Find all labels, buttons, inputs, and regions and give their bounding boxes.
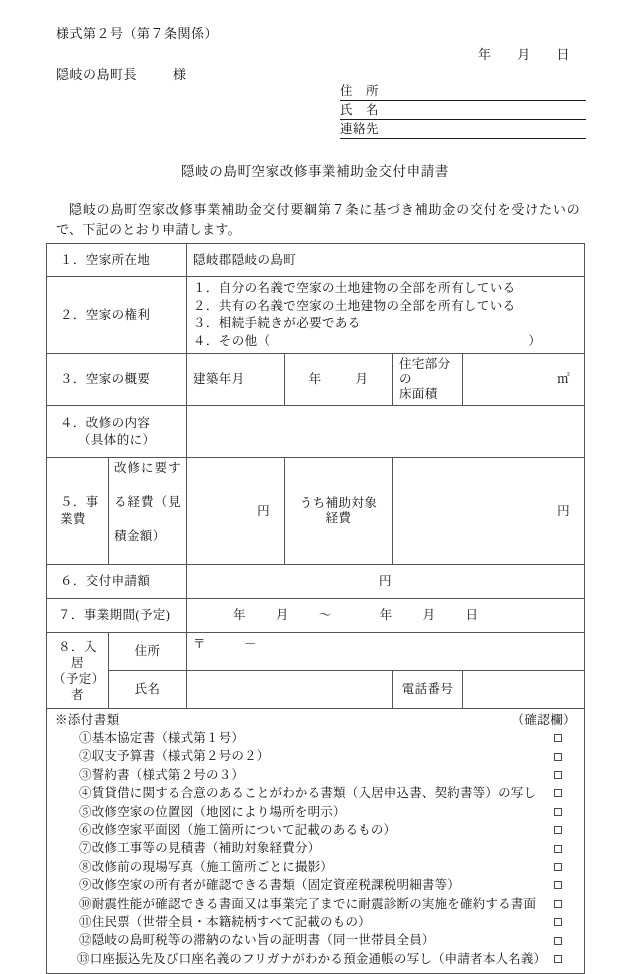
row8-label-line3: 者 bbox=[71, 687, 84, 702]
checkbox-icon[interactable] bbox=[554, 955, 562, 963]
list-item[interactable] bbox=[53, 766, 578, 784]
attachments-list bbox=[53, 729, 578, 968]
subsidy-unit: 円 bbox=[557, 503, 571, 518]
build-month-label: 月 bbox=[355, 372, 369, 386]
attachment-label: ①基本協定書（様式第１号） bbox=[79, 731, 245, 745]
row1-value[interactable]: 隠岐郡隠岐の島町 bbox=[187, 244, 585, 277]
row8-label-line2: （予定） bbox=[53, 671, 105, 686]
list-item[interactable] bbox=[53, 821, 578, 839]
addressee-name: 隠岐の島町長 bbox=[56, 67, 138, 82]
list-item[interactable] bbox=[53, 839, 578, 857]
amount-unit: 円 bbox=[379, 574, 392, 588]
lead-text: 隠岐の島町空家改修事業補助金交付要綱第７条に基づき補助金の交付を受けたいので、下記のとおり申請します。 bbox=[56, 202, 580, 237]
table-row-resident-address bbox=[47, 633, 585, 671]
attachment-label: ⑩耐震性能が確認できる書面又は事業完了までに耐震診断の実施を確約する書面 bbox=[79, 896, 537, 911]
zip-dash: － bbox=[243, 637, 257, 651]
attachment-label: ⑬口座振込先及び口座名義のフリガナがわかる預金通帳の写し（申請者本人名義） bbox=[77, 951, 547, 966]
row3-build-date[interactable] bbox=[285, 354, 393, 406]
row2-options[interactable] bbox=[187, 277, 585, 354]
attachment-label: ⑤改修空家の位置図（地図により場所を明示） bbox=[79, 804, 346, 819]
start-year-label: 年 bbox=[233, 608, 246, 622]
application-table bbox=[46, 243, 585, 974]
attachment-label: ④賃貸借に関する合意のあることがわかる書類（入居申込書、契約書等）の写し bbox=[79, 786, 537, 801]
checkbox-icon[interactable] bbox=[554, 789, 562, 797]
row3-floor-label bbox=[393, 354, 463, 406]
list-item[interactable] bbox=[53, 747, 578, 765]
rights-option-1[interactable]: １．自分の名義で空家の土地建物の全部を所有している bbox=[193, 281, 516, 295]
checkbox-icon[interactable] bbox=[554, 863, 562, 871]
floor-label-line2: 床面積 bbox=[399, 387, 438, 401]
row7-value[interactable] bbox=[187, 599, 585, 633]
checkbox-icon[interactable] bbox=[554, 753, 562, 761]
row8-label-line1: ８．入居 bbox=[58, 639, 97, 670]
table-row-location bbox=[47, 244, 585, 277]
attachments-header bbox=[53, 712, 578, 729]
cost-label-line1: 改修に要す bbox=[114, 461, 181, 475]
row5-label: ５．事業費 bbox=[47, 458, 109, 565]
row3-label: ３．空家の概要 bbox=[47, 354, 187, 406]
addressee-line bbox=[56, 64, 187, 83]
checkbox-icon[interactable] bbox=[554, 734, 562, 742]
table-row-overview bbox=[47, 354, 585, 406]
date-line bbox=[478, 44, 570, 63]
list-item[interactable] bbox=[53, 950, 578, 968]
attachment-label: ③誓約書（様式第２号の３） bbox=[79, 767, 245, 782]
end-month-label: 月 bbox=[422, 608, 436, 622]
row4-value[interactable] bbox=[187, 406, 585, 458]
row8-phone-value[interactable] bbox=[463, 671, 585, 709]
table-row-amount bbox=[47, 565, 585, 599]
cost-label-line3: 積金額） bbox=[114, 529, 166, 543]
row8-phone-label: 電話番号 bbox=[393, 671, 463, 709]
row5-subsidy-value[interactable] bbox=[393, 458, 585, 565]
attachment-label: ⑨改修空家の所有者が確認できる書類（固定資産税課税明細書等） bbox=[79, 878, 461, 893]
attachment-label: ⑦改修工事等の見積書（補助対象経費分） bbox=[79, 841, 321, 856]
row5-cost-value[interactable] bbox=[187, 458, 285, 565]
start-month-label: 月 bbox=[275, 608, 289, 622]
table-row-period bbox=[47, 599, 585, 633]
rights-option-2[interactable]: ２．共有の名義で空家の土地建物の全部を所有している bbox=[193, 298, 516, 313]
checkbox-icon[interactable] bbox=[554, 937, 562, 945]
zip-mark-icon: 〒 bbox=[193, 637, 206, 651]
row7-label: ７．事業期間(予定) bbox=[47, 599, 187, 633]
attachment-label: ②収支予算書（様式第２号の２） bbox=[79, 749, 270, 764]
floor-label-line1: 住宅部分の bbox=[399, 357, 451, 386]
attachment-label: ⑥改修空家平面図（施工箇所について記載のあるもの） bbox=[79, 823, 397, 838]
attachments-heading: ※添付書類 bbox=[55, 713, 120, 727]
row5-subsidy-label bbox=[285, 458, 393, 565]
list-item[interactable] bbox=[53, 931, 578, 949]
rights-option-3[interactable]: ３．相続手続きが必要である bbox=[193, 316, 361, 330]
applicant-contact-row[interactable] bbox=[340, 120, 586, 139]
row4-label-line2: （具体的に） bbox=[78, 432, 156, 447]
list-item[interactable] bbox=[53, 913, 578, 931]
row2-label: ２．空家の権利 bbox=[47, 277, 187, 354]
row8-name-value[interactable] bbox=[187, 671, 393, 709]
applicant-name-label: 氏 名 bbox=[340, 103, 380, 117]
list-item[interactable] bbox=[53, 729, 578, 747]
checkbox-icon[interactable] bbox=[554, 808, 562, 816]
table-row-cost bbox=[47, 458, 585, 565]
row1-label: １．空家所在地 bbox=[47, 244, 187, 277]
applicant-address-label: 住 所 bbox=[340, 84, 380, 98]
row6-label: ６．交付申請額 bbox=[47, 565, 187, 599]
row3-floor-value[interactable] bbox=[463, 354, 585, 406]
row4-label-line1: ４．改修の内容 bbox=[60, 415, 151, 430]
attachment-label: ⑫隠岐の島町税等の滞納のない旨の証明書（同一世帯員全員） bbox=[79, 933, 435, 948]
list-item[interactable] bbox=[53, 784, 578, 802]
date-day-label: 日 bbox=[556, 47, 571, 62]
period-tilde: ～ bbox=[318, 608, 332, 622]
table-row-renovation bbox=[47, 406, 585, 458]
addressee-honorific: 様 bbox=[173, 67, 187, 82]
subsidy-label-line2: 経費 bbox=[325, 511, 352, 525]
list-item[interactable] bbox=[53, 858, 578, 876]
end-day-label: 日 bbox=[465, 608, 479, 622]
checkbox-icon[interactable] bbox=[554, 918, 562, 926]
subsidy-label-line1: うち補助対象 bbox=[299, 496, 378, 510]
row8-address-value[interactable] bbox=[187, 633, 585, 671]
applicant-name-row[interactable] bbox=[340, 101, 586, 120]
date-year-label: 年 bbox=[478, 47, 492, 62]
cost-unit: 円 bbox=[257, 503, 270, 518]
form-code: 様式第２号（第７条関係） bbox=[56, 26, 219, 41]
confirm-column-label: （確認欄） bbox=[511, 713, 577, 727]
row8-label bbox=[47, 633, 109, 709]
list-item[interactable] bbox=[53, 876, 578, 894]
row3-build-label: 建築年月 bbox=[187, 354, 285, 406]
table-row-resident-name bbox=[47, 671, 585, 709]
table-row-rights bbox=[47, 277, 585, 354]
lead-paragraph bbox=[56, 200, 580, 240]
list-item[interactable] bbox=[53, 803, 578, 821]
checkbox-icon[interactable] bbox=[554, 826, 562, 834]
attachment-label: ⑪住民票（世帯全員・本籍続柄すべて記載のもの） bbox=[79, 915, 371, 930]
date-month-label: 月 bbox=[517, 47, 531, 62]
row4-label bbox=[47, 406, 187, 458]
document-title: 隠岐の島町空家改修事業補助金交付申請書 bbox=[181, 164, 449, 179]
row8-address-label: 住所 bbox=[109, 633, 187, 671]
table-row-attachments bbox=[47, 709, 585, 974]
checkbox-icon[interactable] bbox=[554, 771, 562, 779]
row6-value[interactable] bbox=[187, 565, 585, 599]
checkbox-icon[interactable] bbox=[554, 900, 562, 908]
attachment-label: ⑧改修前の現場写真（施工箇所ごとに撮影） bbox=[79, 859, 334, 874]
rights-option-4[interactable]: ４．その他（ ） bbox=[193, 333, 542, 348]
checkbox-icon[interactable] bbox=[554, 881, 562, 889]
applicant-address-row[interactable] bbox=[340, 82, 586, 101]
build-year-label: 年 bbox=[308, 372, 322, 386]
applicant-block bbox=[340, 82, 586, 139]
attachments-cell bbox=[47, 709, 585, 974]
list-item[interactable] bbox=[53, 895, 578, 913]
row8-name-label: 氏名 bbox=[109, 671, 187, 709]
applicant-contact-label: 連絡先 bbox=[340, 122, 380, 136]
cost-label-line2: る経費（見 bbox=[114, 495, 181, 509]
row5-cost-label bbox=[109, 458, 187, 565]
end-year-label: 年 bbox=[379, 608, 393, 622]
floor-unit: ㎡ bbox=[557, 372, 571, 386]
checkbox-icon[interactable] bbox=[554, 845, 562, 853]
